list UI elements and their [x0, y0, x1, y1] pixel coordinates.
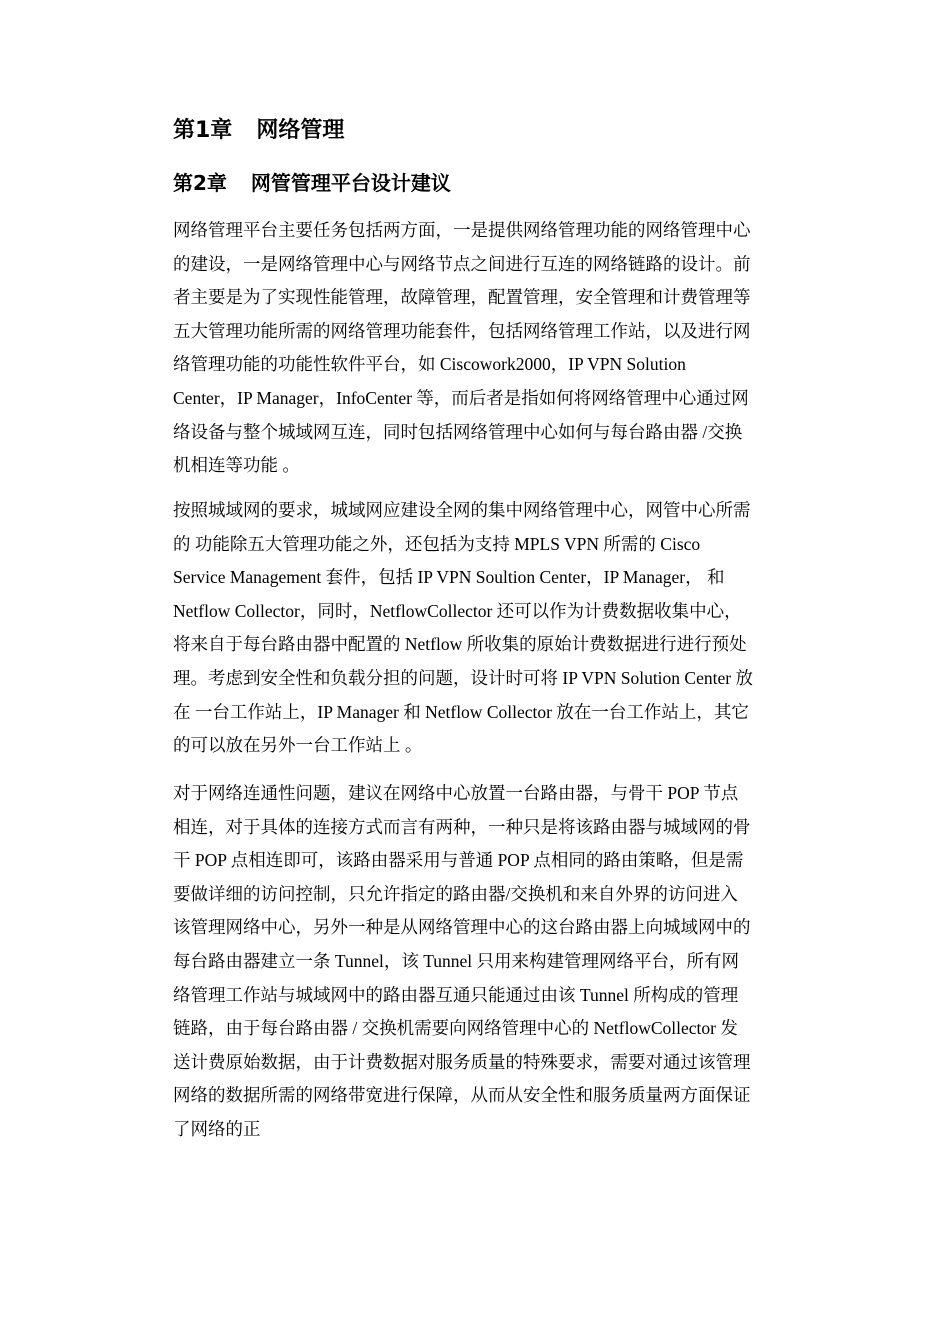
text-line: 的 功能除五大管理功能之外，还包括为支持 MPLS VPN 所需的 Cisco [173, 533, 701, 554]
text-line: 络管理功能的功能性软件平台，如 Ciscowork2000，IP VPN Solution [173, 354, 686, 375]
chapter-2-heading [173, 169, 451, 197]
text-line: Netflow Collector，同时，NetflowCollector 还可以作为计费数据收集中心， [173, 600, 742, 621]
text-line: 了网络的正 [173, 1118, 261, 1139]
text-line: 五大管理功能所需的网络管理功能套件，包括网络管理工作站，以及进行网 [173, 320, 751, 341]
text-line: 对于网络连通性问题，建议在网络中心放置一台路由器，与骨干 POP 节点 [173, 783, 739, 803]
chapter-number: 第1章 [173, 118, 233, 143]
text-line: 络设备与整个城域网互连，同时包括网络管理中心如何与每台路由器 /交换 [173, 421, 743, 442]
text-line: 链路，由于每台路由器 / 交换机需要向网络管理中心的 NetflowCollector 发 [173, 1018, 738, 1039]
chapter-title: 网管管理平台设计建议 [250, 171, 451, 195]
text-line: 的建设，一是网络管理中心与网络节点之间进行互连的网络链路的设计。前 [173, 253, 751, 274]
text-line: 的可以放在另外一台工作站上 。 [173, 735, 423, 756]
chapter-number: 第2章 [173, 171, 227, 195]
text-line: 送计费原始数据，由于计费数据对服务质量的特殊要求，需要对通过该管理 [173, 1051, 751, 1072]
text-line: 者主要是为了实现性能管理，故障管理，配置管理，安全管理和计费管理等 [173, 287, 751, 308]
paragraph-management-center [173, 494, 805, 763]
text-line: 要做详细的访问控制，只允许指定的路由器/交换机和来自外界的访问进入 [173, 883, 738, 904]
text-line: 相连，对于具体的连接方式而言有两种，一种只是将该路由器与城域网的骨 [173, 816, 751, 837]
chapter-1-heading [173, 116, 344, 146]
text-line: 络管理工作站与城域网中的路由器互通只能通过由该 Tunnel 所构成的管理 [173, 984, 739, 1005]
text-line: 网络的数据所需的网络带宽进行保障，从而从安全性和服务质量两方面保证 [173, 1085, 751, 1106]
text-line: 网络管理平台主要任务包括两方面，一是提供网络管理功能的网络管理中心 [173, 220, 751, 240]
chapter-title: 网络管理 [256, 118, 345, 143]
text-line: 机相连等功能 。 [173, 455, 300, 476]
text-line: Center，IP Manager，InfoCenter 等，而后者是指如何将网络管理中心通过网 [173, 387, 749, 408]
paragraph-connectivity [173, 777, 805, 1147]
text-line: 该管理网络中心，另外一种是从网络管理中心的这台路由器上向城域网中的 [173, 917, 751, 938]
text-line: 干 POP 点相连即可，该路由器采用与普通 POP 点相同的路由策略，但是需 [173, 850, 744, 871]
text-line: 将来自于每台路由器中配置的 Netflow 所收集的原始计费数据进行进行预处 [173, 634, 747, 655]
text-line: 理。考虑到安全性和负载分担的问题，设计时可将 IP VPN Solution Center 放 [173, 667, 753, 688]
text-line: Service Management 套件，包括 IP VPN Soultion Center，IP Manager， 和 [173, 567, 725, 588]
text-line: 每台路由器建立一条 Tunnel，该 Tunnel 只用来构建管理网络平台，所有网 [173, 950, 740, 971]
text-line: 在 一台工作站上，IP Manager 和 Netflow Collector 放在一台工作站上，其它 [173, 701, 749, 722]
text-line: 按照城域网的要求，城域网应建设全网的集中网络管理中心，网管中心所需 [173, 500, 751, 520]
paragraph-platform-tasks [173, 214, 805, 483]
